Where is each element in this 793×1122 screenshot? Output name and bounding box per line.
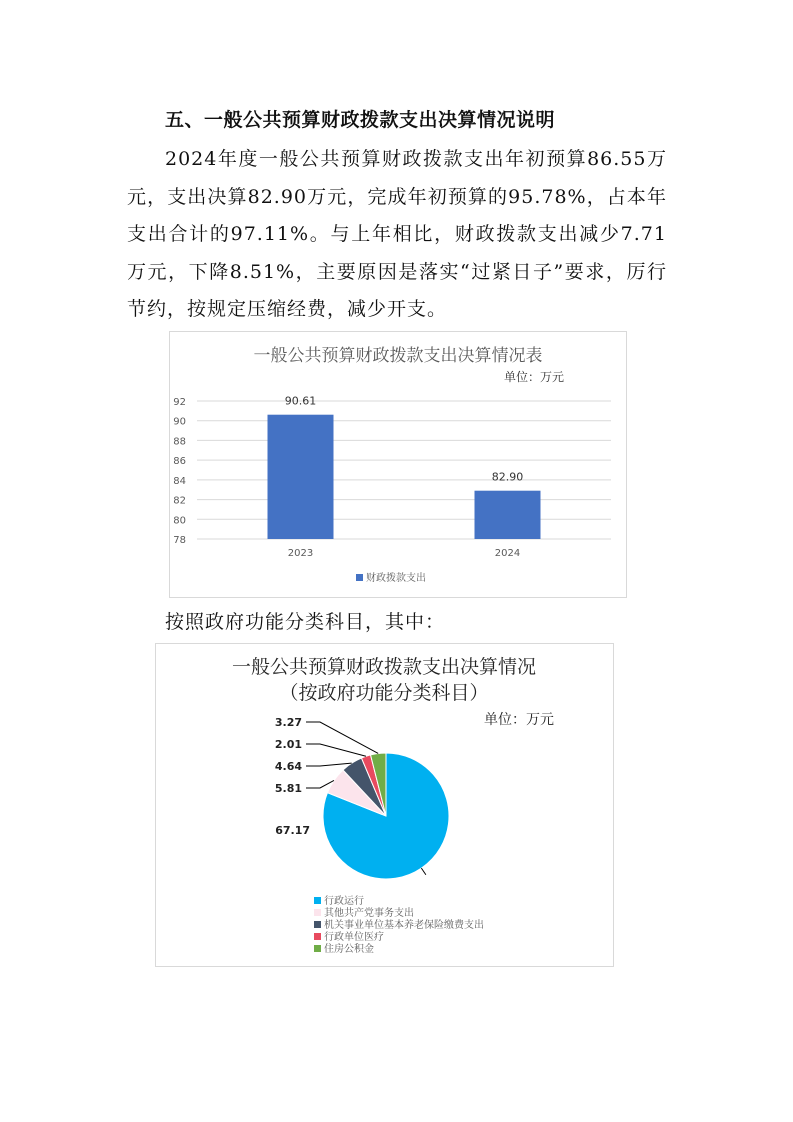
chart-title: 一般公共预算财政拨款支出决算情况 xyxy=(231,656,537,678)
legend-label: 行政单位医疗 xyxy=(324,932,384,943)
pie-chart xyxy=(156,644,613,966)
chart-title: 一般公共预算财政拨款支出决算情况表 xyxy=(253,346,543,366)
y-tick-label: 78 xyxy=(173,535,186,546)
leader-line xyxy=(306,722,378,753)
bar xyxy=(475,491,541,539)
chart-subtitle: （按政府功能分类科目） xyxy=(279,682,489,704)
legend-label: 财政拨款支出 xyxy=(366,573,426,584)
subheading: 按照政府功能分类科目，其中： xyxy=(165,611,446,633)
y-tick-label: 82 xyxy=(173,495,186,507)
legend-swatch xyxy=(314,909,321,916)
data-label: 90.61 xyxy=(284,394,317,408)
y-tick-label: 80 xyxy=(173,515,186,527)
y-tick-label: 88 xyxy=(173,436,186,448)
section-heading: 五、一般公共预算财政拨款支出决算情况说明 xyxy=(165,109,556,131)
data-label: 4.64 xyxy=(274,760,302,773)
legend-swatch xyxy=(314,897,321,904)
legend-swatch xyxy=(314,933,321,940)
leader-line xyxy=(306,763,352,766)
legend-label: 机关事业单位基本养老保险缴费支出 xyxy=(324,920,484,931)
data-label: 67.17 xyxy=(275,824,310,837)
legend-swatch xyxy=(356,574,363,581)
data-label: 2.01 xyxy=(274,738,302,751)
x-tick-label: 2024 xyxy=(494,548,521,559)
y-tick-label: 90 xyxy=(173,416,186,428)
legend-label: 行政运行 xyxy=(324,896,364,907)
unit-label: 单位：万元 xyxy=(484,712,554,728)
leader-line xyxy=(306,744,366,756)
legend-swatch xyxy=(314,945,321,952)
legend-swatch xyxy=(314,921,321,928)
y-tick-label: 86 xyxy=(173,456,186,468)
leader-line xyxy=(421,868,425,875)
unit-label: 单位：万元 xyxy=(503,370,564,384)
bar-chart-container xyxy=(169,331,627,598)
bar xyxy=(268,415,334,539)
pie-chart-container xyxy=(155,643,614,967)
y-tick-label: 84 xyxy=(173,475,186,487)
y-tick-label: 92 xyxy=(173,397,186,408)
legend-label: 其他共产党事务支出 xyxy=(324,908,414,919)
bar-chart xyxy=(170,332,626,597)
legend-label: 住房公积金 xyxy=(324,944,374,955)
body-paragraph: 2024年度一般公共预算财政拨款支出年初预算86.55万元，支出决算82.90万元，完成年初预算的95.78%，占本年支出合计的97.11%。与上年相比，财政拨款支出减少7.71万元，下降8.51%，主要原因是落实“过紧日子”要求，厉行节约，按规定压缩经费，减少开支。 xyxy=(127,148,667,320)
data-label: 5.81 xyxy=(274,782,302,795)
data-label: 82.90 xyxy=(491,470,524,484)
x-tick-label: 2023 xyxy=(287,548,314,559)
data-label: 3.27 xyxy=(274,716,302,729)
